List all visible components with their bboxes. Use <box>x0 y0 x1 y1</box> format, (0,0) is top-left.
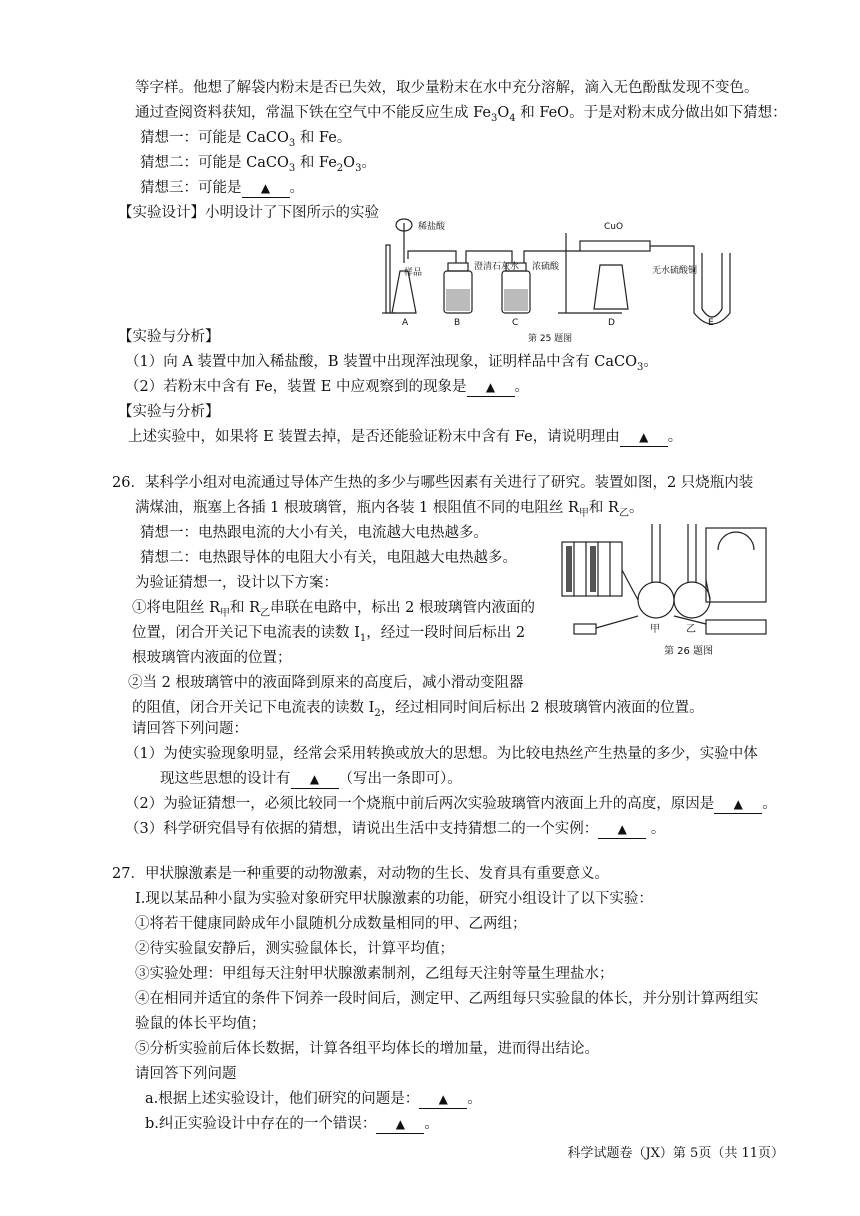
answer-blank[interactable]: ▲ <box>598 820 646 839</box>
q26-ask: 请回答下列问题： <box>132 721 248 737</box>
q26-question1-line1: （1）为使实验现象明显，经常会采用转换或放大的思想。为比较电热丝产生热量的多少，实验中体 <box>125 746 758 762</box>
q26-step1-line3: 根玻璃管内液面的位置； <box>132 650 292 666</box>
label-cuo: CuO <box>604 222 624 232</box>
q26-title-line1: 26．某科学小组对电流通过导体产生热的多少与哪些因素有关进行了研究。装置如图，2 只烧瓶内装 <box>112 475 754 491</box>
q26-step1-line1: ①将电阻丝 $R_甲$和 $R_乙$串联在电路中，标出 2 根玻璃管内液面的 <box>132 600 536 619</box>
answer-blank[interactable]: ▲ <box>376 1115 424 1134</box>
q25-guess3: 猜想三：可能是 ▲ 。 <box>140 180 304 196</box>
q27-step4-line2: 验鼠的体长平均值； <box>135 1016 266 1032</box>
q25-guess2: 猜想二：可能是 CaCO$_3$ 和 $Fe_2O_3$。 <box>140 155 376 174</box>
q25-line1: 等字样。他想了解袋内粉末是否已失效，取少量粉末在水中充分溶解，滴入无色酚酞发现不变色。 <box>135 80 759 96</box>
q27-step5: ⑤分析实验前后体长数据，计算各组平均体长的增加量，进而得出结论。 <box>135 1041 599 1057</box>
letter-c: C <box>512 318 519 328</box>
letter-a: A <box>402 318 409 328</box>
q26-step2-line1: ②当 2 根玻璃管中的液面降到原来的高度后，减小滑动变阻器 <box>128 675 524 691</box>
q27-title: 27．甲状腺激素是一种重要的动物激素，对动物的生长、发育具有重要意义。 <box>112 866 609 882</box>
q26-step1-line2: 位置，闭合开关记下电流表的读数 $I_1$，经过一段时间后标出 2 <box>132 625 526 644</box>
q25-analysis-heading-2: 【实验与分析】 <box>118 404 220 420</box>
figure-26-circuit <box>556 520 772 660</box>
label-dilute-hcl: 稀盐酸 <box>418 222 446 232</box>
q27-step2: ②待实验鼠安静后，测实验鼠体长，计算平均值； <box>135 941 454 957</box>
q27-step1: ①将若干健康同龄成年小鼠随机分成数量相同的甲、乙两组； <box>135 916 527 932</box>
q26-step2-line2: 的阻值，闭合开关记下电流表的读数 $I_2$，经过相同时间后标出 2 根玻璃管内液面的位置。 <box>132 700 704 719</box>
answer-blank[interactable]: ▲ <box>419 1090 467 1109</box>
answer-blank[interactable]: ▲ <box>291 770 339 789</box>
q25-design: 【实验设计】小明设计了下图所示的实验 <box>118 205 379 221</box>
letter-d: D <box>608 318 615 328</box>
answer-blank[interactable]: ▲ <box>467 378 515 397</box>
label-limewater: 澄清石灰水 <box>474 262 520 272</box>
q26-question3: （3）科学研究倡导有依据的猜想，请说出生活中支持猜想二的一个实例： ▲ 。 <box>125 821 666 837</box>
answer-blank[interactable]: ▲ <box>242 179 290 198</box>
q26-title-line2: 满煤油，瓶塞上各插 1 根玻璃管，瓶内各装 1 根阻值不同的电阻丝 $R_甲$和 $R_乙$。 <box>135 500 644 519</box>
q25-analysis-heading: 【实验与分析】 <box>118 329 220 345</box>
q26-guess1: 猜想一：电热跟电流的大小有关，电流越大电热越多。 <box>140 525 488 541</box>
q27-ask: 请回答下列问题 <box>135 1066 237 1082</box>
q26-guess2: 猜想二：电热跟导体的电阻大小有关，电阻越大电热越多。 <box>140 550 517 566</box>
q27-intro: Ⅰ.现以某品种小鼠为实验对象研究甲状腺激素的功能，研究小组设计了以下实验： <box>135 891 653 907</box>
q26-question2: （2）为验证猜想一，必须比较同一个烧瓶中前后两次实验玻璃管内液面上升的高度，原因是 ▲ 。 <box>125 796 777 812</box>
q26-plan: 为验证猜想一，设计以下方案： <box>135 575 338 591</box>
q25-answer-2: （2）若粉末中含有 Fe，装置 E 中应观察到的现象是 ▲ 。 <box>125 379 529 395</box>
q27-step3: ③实验处理：甲组每天注射甲状腺激素制剂，乙组每天注射等量生理盐水； <box>135 966 614 982</box>
answer-blank[interactable]: ▲ <box>714 795 762 814</box>
q25-answer-1: （1）向 A 装置中加入稀盐酸，B 装置中出现浑浊现象，证明样品中含有 CaCO$_3$。 <box>125 354 658 373</box>
figure-26-caption: 第 26 题图 <box>664 646 714 657</box>
q26-question1-line2: 现这些思想的设计有 ▲ （写出一条即可）。 <box>160 771 462 787</box>
figure-25-caption: 第 25 题图 <box>528 334 573 344</box>
letter-b: B <box>454 318 461 328</box>
q27-step4-line1: ④在相同并适宜的条件下饲养一段时间后，测定甲、乙两组每只实验鼠的体长，并分别计算两组实 <box>135 991 759 1007</box>
letter-e: E <box>708 318 714 328</box>
figure-25-apparatus <box>382 213 758 345</box>
q27-question-b: b.纠正实验设计中存在的一个错误： ▲ 。 <box>145 1116 439 1132</box>
answer-blank[interactable]: ▲ <box>620 428 668 447</box>
page-footer: 科学试题卷（JX）第 5页（共 11页） <box>567 1146 784 1161</box>
q25-guess1: 猜想一：可能是 CaCO$_3$ 和 Fe。 <box>140 130 352 149</box>
label-conc-h2so4: 浓硫酸 <box>532 262 560 272</box>
label-sample: 样品 <box>404 268 423 278</box>
label-flask-yi: 乙 <box>686 624 696 635</box>
q25-answer-3: 上述实验中，如果将 E 装置去掉，是否还能验证粉末中含有 Fe，请说明理由 ▲ 。 <box>128 429 683 445</box>
q25-line2: 通过查阅资料获知，常温下铁在空气中不能反应生成 $Fe_3O_4$ 和 FeO。于是对粉末成分做出如下猜想： <box>135 105 787 124</box>
q27-question-a: a.根据上述实验设计，他们研究的问题是： ▲ 。 <box>145 1091 482 1107</box>
label-flask-jia: 甲 <box>650 624 660 635</box>
label-anhydrous-cuso4: 无水硫酸铜 <box>652 266 698 276</box>
